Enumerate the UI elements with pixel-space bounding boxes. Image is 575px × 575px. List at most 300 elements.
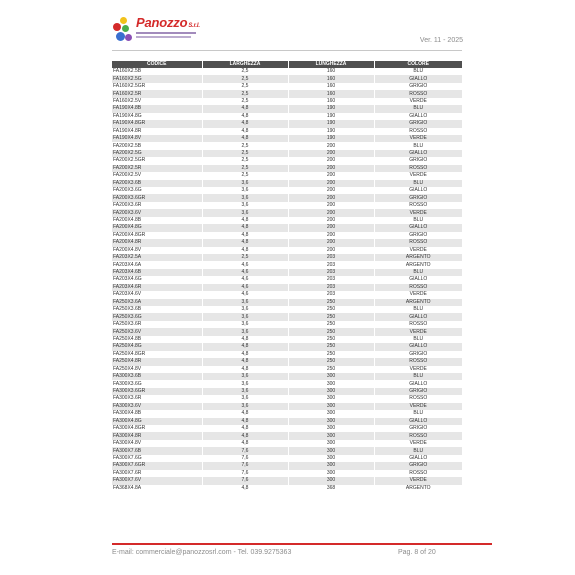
cell-lunghezza: 160 <box>288 83 374 90</box>
table-row <box>112 135 462 142</box>
cell-lunghezza: 300 <box>288 418 374 425</box>
cell-colore: GRIGIO <box>374 194 462 201</box>
cell-larghezza: 3,6 <box>202 209 288 216</box>
cell-larghezza: 4,8 <box>202 418 288 425</box>
header-divider <box>112 50 462 51</box>
cell-lunghezza: 250 <box>288 336 374 343</box>
cell-codice: FA190X4.8R <box>112 128 202 135</box>
cell-colore: ROSSO <box>374 165 462 172</box>
cell-codice: FA203X4.6R <box>112 284 202 291</box>
cell-colore: ROSSO <box>374 128 462 135</box>
cell-larghezza: 4,8 <box>202 366 288 373</box>
cell-colore: VERDE <box>374 477 462 484</box>
table-row <box>112 194 462 201</box>
cell-larghezza: 3,6 <box>202 202 288 209</box>
table-row <box>112 470 462 477</box>
column-header-lunghezza: LUNGHEZZA <box>288 61 374 68</box>
table-row <box>112 418 462 425</box>
cell-lunghezza: 160 <box>288 75 374 82</box>
table-row <box>112 358 462 365</box>
table-header-row <box>112 61 462 68</box>
table-row <box>112 239 462 246</box>
table-row <box>112 291 462 298</box>
cell-lunghezza: 300 <box>288 395 374 402</box>
footer-divider <box>112 543 492 545</box>
cell-lunghezza: 200 <box>288 157 374 164</box>
logo-wordmark: PanozzoS.r.l. <box>136 15 200 30</box>
cell-larghezza: 2,5 <box>202 90 288 97</box>
cell-larghezza: 3,6 <box>202 403 288 410</box>
logo-tagline-line <box>136 36 191 38</box>
cell-colore: VERDE <box>374 172 462 179</box>
table-body <box>112 68 462 492</box>
table-row <box>112 388 462 395</box>
cell-codice: FA200X2.5B <box>112 142 202 149</box>
cell-larghezza: 4,8 <box>202 232 288 239</box>
cell-colore: GIALLO <box>374 75 462 82</box>
cell-larghezza: 4,8 <box>202 105 288 112</box>
cell-codice: FA190X4.8G <box>112 113 202 120</box>
cell-colore: GIALLO <box>374 187 462 194</box>
cell-codice: FA200X2.5G <box>112 150 202 157</box>
cell-lunghezza: 203 <box>288 284 374 291</box>
cell-larghezza: 7,6 <box>202 455 288 462</box>
cell-larghezza: 4,8 <box>202 410 288 417</box>
cell-colore: ARGENTO <box>374 254 462 261</box>
cell-lunghezza: 300 <box>288 462 374 469</box>
cell-larghezza: 4,8 <box>202 135 288 142</box>
cell-codice: FA300X3.6R <box>112 395 202 402</box>
footer-contact: E-mail: commerciale@panozzosrl.com - Tel. 039.9275363 <box>112 549 292 556</box>
table-row <box>112 351 462 358</box>
cell-larghezza: 2,5 <box>202 98 288 105</box>
cell-larghezza: 4,8 <box>202 351 288 358</box>
table-row <box>112 328 462 335</box>
table-row <box>112 232 462 239</box>
cell-larghezza: 2,5 <box>202 165 288 172</box>
cell-larghezza: 3,6 <box>202 299 288 306</box>
cell-codice: FA200X2.5R <box>112 165 202 172</box>
logo-ball-red <box>113 23 121 31</box>
cell-lunghezza: 200 <box>288 142 374 149</box>
table-row <box>112 142 462 149</box>
cell-codice: FA250X3.6G <box>112 313 202 320</box>
cell-colore: GIALLO <box>374 313 462 320</box>
table-row <box>112 276 462 283</box>
cell-larghezza: 3,6 <box>202 187 288 194</box>
cell-colore: BLU <box>374 447 462 454</box>
cell-larghezza: 3,6 <box>202 306 288 313</box>
cell-lunghezza: 200 <box>288 209 374 216</box>
cell-codice: FA160X2.5V <box>112 98 202 105</box>
table-row <box>112 425 462 432</box>
cell-larghezza: 4,8 <box>202 425 288 432</box>
cell-colore: VERDE <box>374 440 462 447</box>
cell-codice: FA203X4.6A <box>112 261 202 268</box>
cell-codice: FA250X4.8GR <box>112 351 202 358</box>
cell-colore: BLU <box>374 306 462 313</box>
cell-codice: FA250X3.6B <box>112 306 202 313</box>
cell-colore: VERDE <box>374 403 462 410</box>
table-row <box>112 157 462 164</box>
cell-lunghezza: 200 <box>288 217 374 224</box>
table-row <box>112 455 462 462</box>
cell-lunghezza: 300 <box>288 388 374 395</box>
cell-larghezza: 2,5 <box>202 172 288 179</box>
cell-codice: FA250X3.6A <box>112 299 202 306</box>
cell-codice: FA250X3.6V <box>112 328 202 335</box>
cell-colore: BLU <box>374 410 462 417</box>
table-row <box>112 180 462 187</box>
table-row <box>112 380 462 387</box>
cell-lunghezza: 368 <box>288 485 374 492</box>
cell-codice: FA250X4.8V <box>112 366 202 373</box>
table-row <box>112 313 462 320</box>
table-row <box>112 299 462 306</box>
table-row <box>112 366 462 373</box>
cell-larghezza: 4,8 <box>202 113 288 120</box>
cell-lunghezza: 300 <box>288 440 374 447</box>
table-row <box>112 485 462 492</box>
table-row <box>112 75 462 82</box>
cell-lunghezza: 250 <box>288 313 374 320</box>
cell-larghezza: 4,8 <box>202 485 288 492</box>
table-row <box>112 447 462 454</box>
cell-larghezza: 4,6 <box>202 261 288 268</box>
cell-codice: FA200X3.6G <box>112 187 202 194</box>
cell-lunghezza: 190 <box>288 135 374 142</box>
cell-lunghezza: 200 <box>288 202 374 209</box>
cell-codice: FA160X2.5GR <box>112 83 202 90</box>
cell-codice: FA300X3.6V <box>112 403 202 410</box>
cell-lunghezza: 190 <box>288 113 374 120</box>
cell-colore: GIALLO <box>374 343 462 350</box>
cell-larghezza: 4,8 <box>202 217 288 224</box>
cell-larghezza: 2,5 <box>202 254 288 261</box>
cell-lunghezza: 200 <box>288 194 374 201</box>
cell-lunghezza: 250 <box>288 343 374 350</box>
cell-larghezza: 7,6 <box>202 462 288 469</box>
cell-larghezza: 4,6 <box>202 269 288 276</box>
cell-larghezza: 3,6 <box>202 321 288 328</box>
cell-lunghezza: 190 <box>288 120 374 127</box>
cell-codice: FA160X2.5R <box>112 90 202 97</box>
table-row <box>112 477 462 484</box>
cell-lunghezza: 200 <box>288 180 374 187</box>
cell-larghezza: 4,8 <box>202 128 288 135</box>
table-row <box>112 336 462 343</box>
cell-lunghezza: 300 <box>288 455 374 462</box>
cell-larghezza: 4,8 <box>202 239 288 246</box>
cell-colore: ARGENTO <box>374 485 462 492</box>
cell-codice: FA300X4.8GR <box>112 425 202 432</box>
cell-lunghezza: 300 <box>288 403 374 410</box>
cell-colore: GRIGIO <box>374 351 462 358</box>
cell-colore: ARGENTO <box>374 261 462 268</box>
cell-colore: ROSSO <box>374 470 462 477</box>
cell-larghezza: 4,8 <box>202 120 288 127</box>
cell-colore: BLU <box>374 142 462 149</box>
cell-larghezza: 4,8 <box>202 358 288 365</box>
table-row <box>112 224 462 231</box>
cell-larghezza: 7,6 <box>202 447 288 454</box>
cell-colore: VERDE <box>374 98 462 105</box>
cell-larghezza: 4,8 <box>202 440 288 447</box>
cell-colore: BLU <box>374 180 462 187</box>
cell-codice: FA200X4.8V <box>112 247 202 254</box>
cell-colore: GIALLO <box>374 150 462 157</box>
cell-larghezza: 3,6 <box>202 388 288 395</box>
table-row <box>112 128 462 135</box>
cell-lunghezza: 250 <box>288 358 374 365</box>
cell-lunghezza: 250 <box>288 351 374 358</box>
table-row <box>112 306 462 313</box>
cell-codice: FA200X3.6B <box>112 180 202 187</box>
cell-lunghezza: 250 <box>288 321 374 328</box>
cell-colore: VERDE <box>374 328 462 335</box>
cell-codice: FA200X2.5GR <box>112 157 202 164</box>
cell-colore: GIALLO <box>374 276 462 283</box>
cell-larghezza: 3,6 <box>202 328 288 335</box>
cell-lunghezza: 300 <box>288 477 374 484</box>
cell-larghezza: 4,6 <box>202 291 288 298</box>
cell-codice: FA203X4.6B <box>112 269 202 276</box>
cell-colore: GRIGIO <box>374 425 462 432</box>
logo-ball-purple <box>125 34 132 41</box>
table-row <box>112 462 462 469</box>
cell-codice: FA203X4.6V <box>112 291 202 298</box>
cell-codice: FA300X3.6B <box>112 373 202 380</box>
cell-codice: FA200X4.8B <box>112 217 202 224</box>
table-row <box>112 269 462 276</box>
cell-larghezza: 3,6 <box>202 194 288 201</box>
cell-codice: FA203X4.6G <box>112 276 202 283</box>
cell-colore: BLU <box>374 269 462 276</box>
cell-codice: FA300X7.6G <box>112 455 202 462</box>
cell-larghezza: 3,6 <box>202 180 288 187</box>
cell-larghezza: 3,6 <box>202 313 288 320</box>
cell-lunghezza: 200 <box>288 172 374 179</box>
cell-codice: FA300X4.8V <box>112 440 202 447</box>
cell-codice: FA250X4.8G <box>112 343 202 350</box>
table-row <box>112 343 462 350</box>
cell-larghezza: 2,5 <box>202 75 288 82</box>
cell-codice: FA200X4.8G <box>112 224 202 231</box>
table-row <box>112 187 462 194</box>
cell-colore: GIALLO <box>374 455 462 462</box>
cell-lunghezza: 200 <box>288 239 374 246</box>
cell-colore: BLU <box>374 105 462 112</box>
cell-codice: FA300X4.8R <box>112 432 202 439</box>
company-logo <box>112 14 200 48</box>
cell-lunghezza: 160 <box>288 90 374 97</box>
cell-colore: GRIGIO <box>374 120 462 127</box>
cell-lunghezza: 203 <box>288 269 374 276</box>
cell-larghezza: 2,5 <box>202 157 288 164</box>
column-header-colore: COLORE <box>374 61 462 68</box>
cell-larghezza: 2,5 <box>202 150 288 157</box>
cell-codice: FA300X7.6B <box>112 447 202 454</box>
cell-codice: FA160X2.5G <box>112 75 202 82</box>
cell-colore: BLU <box>374 217 462 224</box>
cell-lunghezza: 203 <box>288 276 374 283</box>
cell-larghezza: 7,6 <box>202 477 288 484</box>
cell-codice: FA160X2.5B <box>112 68 202 75</box>
cell-colore: ROSSO <box>374 202 462 209</box>
cell-codice: FA300X4.8G <box>112 418 202 425</box>
cell-codice: FA200X4.8GR <box>112 232 202 239</box>
cell-codice: FA190X4.8V <box>112 135 202 142</box>
cell-colore: ROSSO <box>374 321 462 328</box>
cell-lunghezza: 300 <box>288 470 374 477</box>
logo-tagline-line <box>136 32 196 34</box>
cell-larghezza: 4,8 <box>202 432 288 439</box>
cell-codice: FA200X3.6GR <box>112 194 202 201</box>
cell-codice: FA250X4.8R <box>112 358 202 365</box>
table-row <box>112 403 462 410</box>
table-row <box>112 254 462 261</box>
cell-colore: GIALLO <box>374 380 462 387</box>
cell-colore: GIALLO <box>374 113 462 120</box>
cell-colore: GRIGIO <box>374 157 462 164</box>
cell-larghezza: 4,6 <box>202 284 288 291</box>
cell-lunghezza: 160 <box>288 68 374 75</box>
table-row <box>112 105 462 112</box>
table-row <box>112 410 462 417</box>
table-row <box>112 165 462 172</box>
cell-colore: ROSSO <box>374 239 462 246</box>
table-row <box>112 395 462 402</box>
cell-lunghezza: 250 <box>288 366 374 373</box>
cell-colore: VERDE <box>374 135 462 142</box>
cell-lunghezza: 300 <box>288 432 374 439</box>
cell-larghezza: 4,8 <box>202 336 288 343</box>
cell-colore: ROSSO <box>374 90 462 97</box>
table-row <box>112 440 462 447</box>
cell-lunghezza: 250 <box>288 328 374 335</box>
cell-colore: GRIGIO <box>374 83 462 90</box>
cell-lunghezza: 200 <box>288 165 374 172</box>
cell-colore: GRIGIO <box>374 232 462 239</box>
cell-lunghezza: 200 <box>288 247 374 254</box>
table-row <box>112 321 462 328</box>
cell-codice: FA300X7.6GR <box>112 462 202 469</box>
cell-lunghezza: 250 <box>288 306 374 313</box>
logo-ball-yellow <box>120 17 127 24</box>
cell-codice: FA200X2.5V <box>112 172 202 179</box>
cell-colore: VERDE <box>374 209 462 216</box>
cell-codice: FA300X7.6R <box>112 470 202 477</box>
cell-colore: GRIGIO <box>374 388 462 395</box>
cell-lunghezza: 200 <box>288 187 374 194</box>
cell-larghezza: 4,8 <box>202 224 288 231</box>
cell-larghezza: 3,6 <box>202 373 288 380</box>
cell-colore: ROSSO <box>374 284 462 291</box>
logo-ball-blue <box>116 32 125 41</box>
table-row <box>112 284 462 291</box>
cell-colore: GRIGIO <box>374 462 462 469</box>
cell-colore: ARGENTO <box>374 299 462 306</box>
cell-larghezza: 4,8 <box>202 343 288 350</box>
cell-colore: BLU <box>374 336 462 343</box>
cell-codice: FA300X7.6V <box>112 477 202 484</box>
cell-codice: FA368X4.8A <box>112 485 202 492</box>
cell-lunghezza: 250 <box>288 299 374 306</box>
table-row <box>112 209 462 216</box>
cell-lunghezza: 203 <box>288 291 374 298</box>
cell-lunghezza: 300 <box>288 373 374 380</box>
product-table <box>112 61 462 492</box>
cell-larghezza: 3,6 <box>202 380 288 387</box>
cell-lunghezza: 300 <box>288 380 374 387</box>
cell-codice: FA250X3.6R <box>112 321 202 328</box>
cell-codice: FA190X4.8GR <box>112 120 202 127</box>
cell-lunghezza: 300 <box>288 410 374 417</box>
cell-lunghezza: 300 <box>288 447 374 454</box>
table-row <box>112 202 462 209</box>
cell-codice: FA200X3.6V <box>112 209 202 216</box>
table-row <box>112 90 462 97</box>
table-row <box>112 217 462 224</box>
cell-larghezza: 4,8 <box>202 247 288 254</box>
cell-lunghezza: 190 <box>288 105 374 112</box>
cell-colore: VERDE <box>374 247 462 254</box>
cell-lunghezza: 203 <box>288 254 374 261</box>
table-row <box>112 373 462 380</box>
logo-ball-green <box>122 25 129 32</box>
table-row <box>112 113 462 120</box>
cell-larghezza: 4,6 <box>202 276 288 283</box>
column-header-larghezza: LARGHEZZA <box>202 61 288 68</box>
column-header-codice: CODICE <box>112 61 202 68</box>
cell-lunghezza: 300 <box>288 425 374 432</box>
cell-lunghezza: 160 <box>288 98 374 105</box>
table-row <box>112 261 462 268</box>
table-row <box>112 68 462 75</box>
cell-lunghezza: 190 <box>288 128 374 135</box>
table-row <box>112 150 462 157</box>
cell-larghezza: 2,5 <box>202 83 288 90</box>
cell-lunghezza: 200 <box>288 224 374 231</box>
cell-codice: FA300X3.6GR <box>112 388 202 395</box>
cell-larghezza: 2,5 <box>202 68 288 75</box>
cell-colore: ROSSO <box>374 432 462 439</box>
cell-codice: FA300X3.6G <box>112 380 202 387</box>
cell-colore: VERDE <box>374 291 462 298</box>
cell-larghezza: 3,6 <box>202 395 288 402</box>
cell-codice: FA200X3.6R <box>112 202 202 209</box>
cell-codice: FA250X4.8B <box>112 336 202 343</box>
footer-page-number: Pag. 8 of 20 <box>398 549 436 556</box>
cell-colore: BLU <box>374 68 462 75</box>
table-row <box>112 83 462 90</box>
table-row <box>112 120 462 127</box>
cell-colore: GIALLO <box>374 224 462 231</box>
version-label: Ver. 11 - 2025 <box>419 37 463 44</box>
table-row <box>112 172 462 179</box>
cell-colore: ROSSO <box>374 395 462 402</box>
table-row <box>112 98 462 105</box>
cell-colore: VERDE <box>374 366 462 373</box>
table-row <box>112 247 462 254</box>
cell-codice: FA190X4.8B <box>112 105 202 112</box>
cell-lunghezza: 203 <box>288 261 374 268</box>
cell-codice: FA203X2.5A <box>112 254 202 261</box>
cell-colore: GIALLO <box>374 418 462 425</box>
cell-lunghezza: 200 <box>288 150 374 157</box>
cell-colore: BLU <box>374 373 462 380</box>
cell-lunghezza: 200 <box>288 232 374 239</box>
